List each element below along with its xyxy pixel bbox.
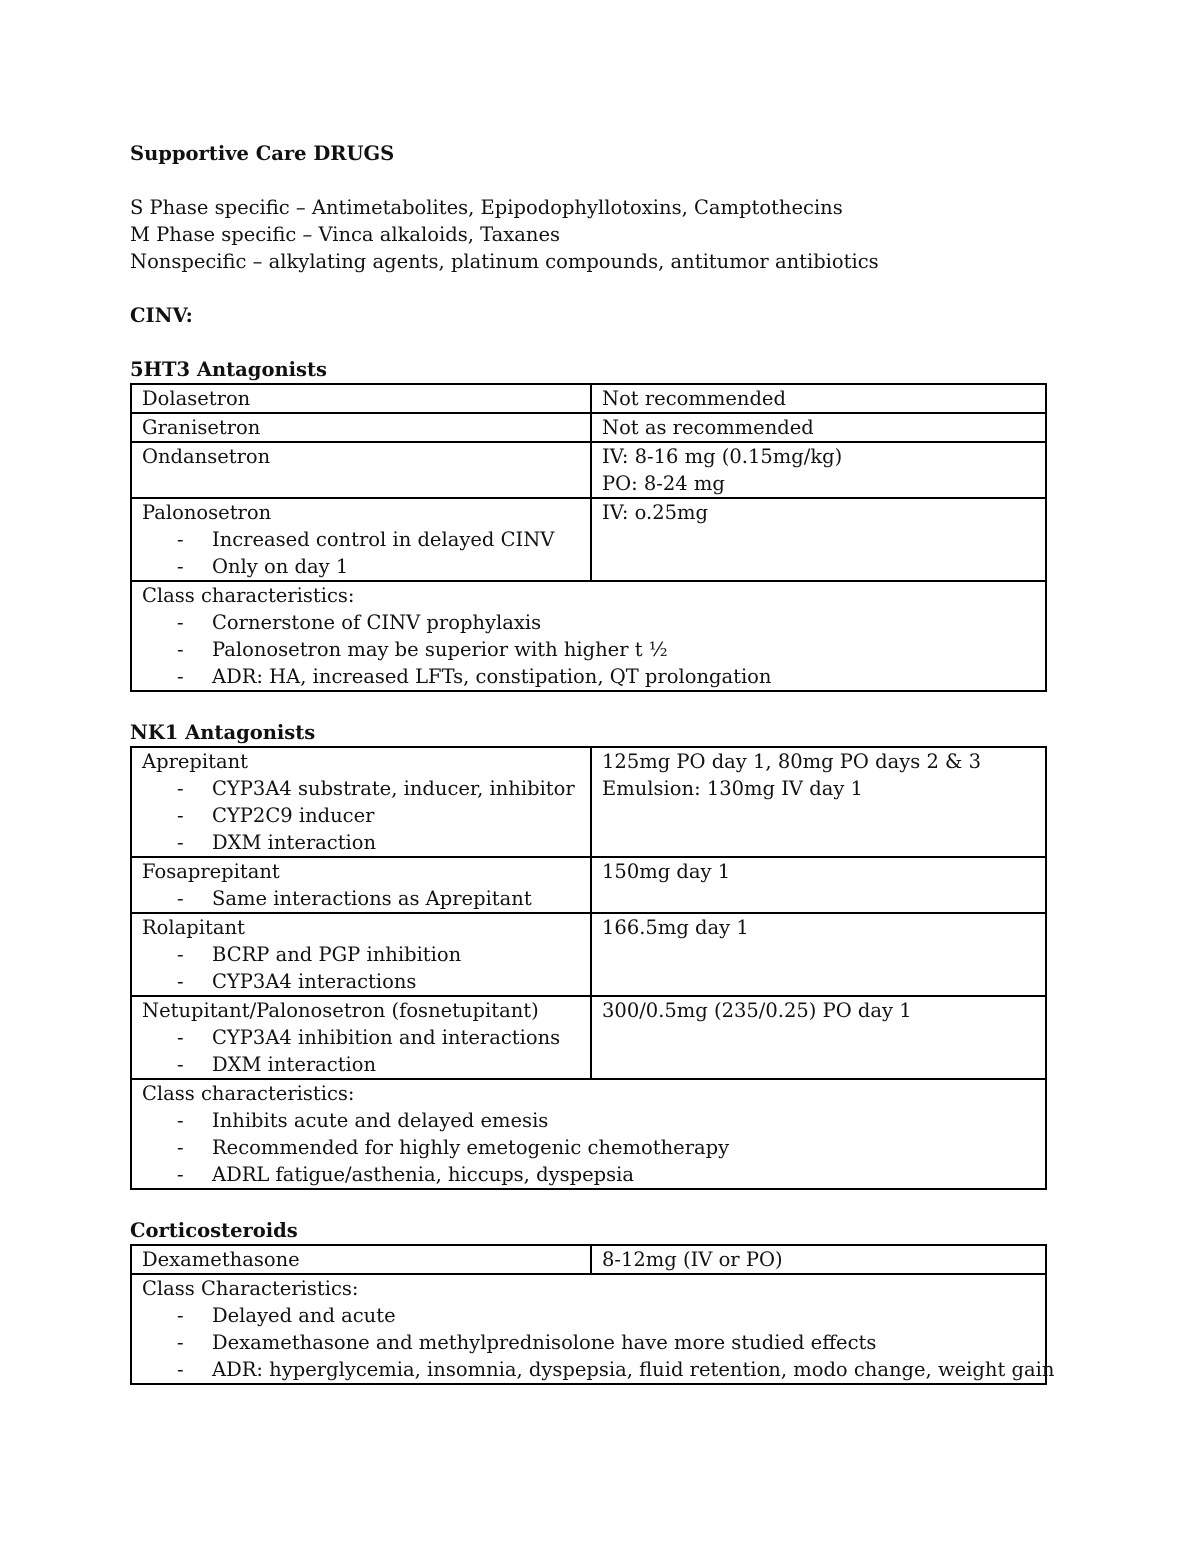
drug-notes <box>142 941 580 995</box>
drug-name: Dexamethasone <box>142 1248 300 1271</box>
class-row <box>131 1079 1046 1189</box>
ht3-table <box>130 383 1047 692</box>
dose-cell <box>591 413 1046 442</box>
dose-line: Emulsion: 130mg IV day 1 <box>602 777 863 800</box>
list-item: - DXM interaction <box>142 829 580 856</box>
dose-cell <box>591 913 1046 996</box>
drug-cell <box>131 996 591 1079</box>
drug-notes <box>142 885 580 912</box>
list-item: - CYP3A4 inhibition and interactions <box>142 1024 580 1051</box>
list-item: - Cornerstone of CINV prophylaxis <box>142 609 1035 636</box>
table-row <box>131 913 1046 996</box>
drug-notes <box>142 526 580 580</box>
dose-cell <box>591 384 1046 413</box>
nk1-heading: NK1 Antagonists <box>130 721 316 744</box>
list-item: - Only on day 1 <box>142 553 580 580</box>
table-row <box>131 1245 1046 1274</box>
ht3-heading: 5HT3 Antagonists <box>130 358 327 381</box>
phase-line-s: S Phase specific – Antimetabolites, Epipodophyllotoxins, Camptothecins <box>130 196 843 219</box>
dose-line: Not recommended <box>602 387 786 410</box>
drug-name: Granisetron <box>142 416 261 439</box>
list-item: - ADRL fatigue/asthenia, hiccups, dyspepsia <box>142 1161 1035 1188</box>
table-row <box>131 413 1046 442</box>
drug-cell <box>131 413 591 442</box>
list-item: - Recommended for highly emetogenic chemotherapy <box>142 1134 1035 1161</box>
dose-cell <box>591 747 1046 857</box>
list-item: - Same interactions as Aprepitant <box>142 885 580 912</box>
table-row <box>131 996 1046 1079</box>
list-item: - Inhibits acute and delayed emesis <box>142 1107 1035 1134</box>
dose-line: IV: 8-16 mg (0.15mg/kg) <box>602 445 843 468</box>
list-item: - DXM interaction <box>142 1051 580 1078</box>
class-label: Class characteristics: <box>142 584 355 607</box>
dose-cell <box>591 857 1046 913</box>
drug-name: Netupitant/Palonosetron (fosnetupitant) <box>142 999 539 1022</box>
drug-cell <box>131 384 591 413</box>
class-list <box>142 1302 1055 1383</box>
list-item: - BCRP and PGP inhibition <box>142 941 580 968</box>
phase-line-m: M Phase specific – Vinca alkaloids, Taxanes <box>130 223 561 246</box>
drug-name: Palonosetron <box>142 501 272 524</box>
drug-cell <box>131 747 591 857</box>
drug-notes <box>142 775 580 856</box>
list-item: - CYP3A4 interactions <box>142 968 580 995</box>
document-page <box>130 140 1055 1385</box>
dose-line: Not as recommended <box>602 416 814 439</box>
phase-list <box>130 194 1047 275</box>
drug-notes <box>142 1024 580 1078</box>
class-label: Class Characteristics: <box>142 1277 359 1300</box>
phase-line-nonspecific: Nonspecific – alkylating agents, platinum compounds, antitumor antibiotics <box>130 250 879 273</box>
class-cell <box>131 581 1046 691</box>
class-list <box>142 1107 1035 1188</box>
list-item: - Increased control in delayed CINV <box>142 526 580 553</box>
dose-line: 166.5mg day 1 <box>602 916 749 939</box>
class-label: Class characteristics: <box>142 1082 355 1105</box>
drug-cell <box>131 442 591 498</box>
drug-name: Ondansetron <box>142 445 271 468</box>
nk1-table <box>130 746 1047 1190</box>
list-item: - Dexamethasone and methylprednisolone have more studied effects <box>142 1329 1035 1356</box>
dose-line: 8-12mg (IV or PO) <box>602 1248 783 1271</box>
corticosteroids-heading: Corticosteroids <box>130 1219 298 1242</box>
class-cell <box>131 1274 1055 1384</box>
drug-name: Aprepitant <box>142 750 249 773</box>
dose-line: IV: o.25mg <box>602 501 708 524</box>
drug-cell <box>131 857 591 913</box>
corticosteroids-table <box>130 1244 1055 1385</box>
dose-cell <box>591 996 1046 1079</box>
dose-cell <box>591 498 1046 581</box>
drug-name: Dolasetron <box>142 387 251 410</box>
class-row <box>131 1274 1046 1384</box>
drug-name: Fosaprepitant <box>142 860 280 883</box>
dose-cell <box>591 1245 1046 1274</box>
list-item: - ADR: HA, increased LFTs, constipation, QT prolongation <box>142 663 1035 690</box>
drug-name: Rolapitant <box>142 916 245 939</box>
dose-line: 150mg day 1 <box>602 860 731 883</box>
table-row <box>131 747 1046 857</box>
table-row <box>131 442 1046 498</box>
list-item: - ADR: hyperglycemia, insomnia, dyspepsia, fluid retention, modo change, weight gain <box>142 1356 1035 1383</box>
drug-cell <box>131 913 591 996</box>
class-list <box>142 609 1035 690</box>
dose-cell <box>591 442 1046 498</box>
table-row <box>131 857 1046 913</box>
drug-cell <box>131 1245 591 1274</box>
list-item: - CYP2C9 inducer <box>142 802 580 829</box>
table-row <box>131 498 1046 581</box>
cinv-heading: CINV: <box>130 304 193 327</box>
document-title: Supportive Care DRUGS <box>130 142 395 165</box>
table-row <box>131 384 1046 413</box>
drug-cell <box>131 498 591 581</box>
list-item: - Delayed and acute <box>142 1302 1035 1329</box>
list-item: - Palonosetron may be superior with higher t ½ <box>142 636 1035 663</box>
class-cell <box>131 1079 1046 1189</box>
dose-line: 125mg PO day 1, 80mg PO days 2 & 3 <box>602 750 982 773</box>
list-item: - CYP3A4 substrate, inducer, inhibitor <box>142 775 580 802</box>
dose-line: PO: 8-24 mg <box>602 472 725 495</box>
class-row <box>131 581 1046 691</box>
dose-line: 300/0.5mg (235/0.25) PO day 1 <box>602 999 912 1022</box>
